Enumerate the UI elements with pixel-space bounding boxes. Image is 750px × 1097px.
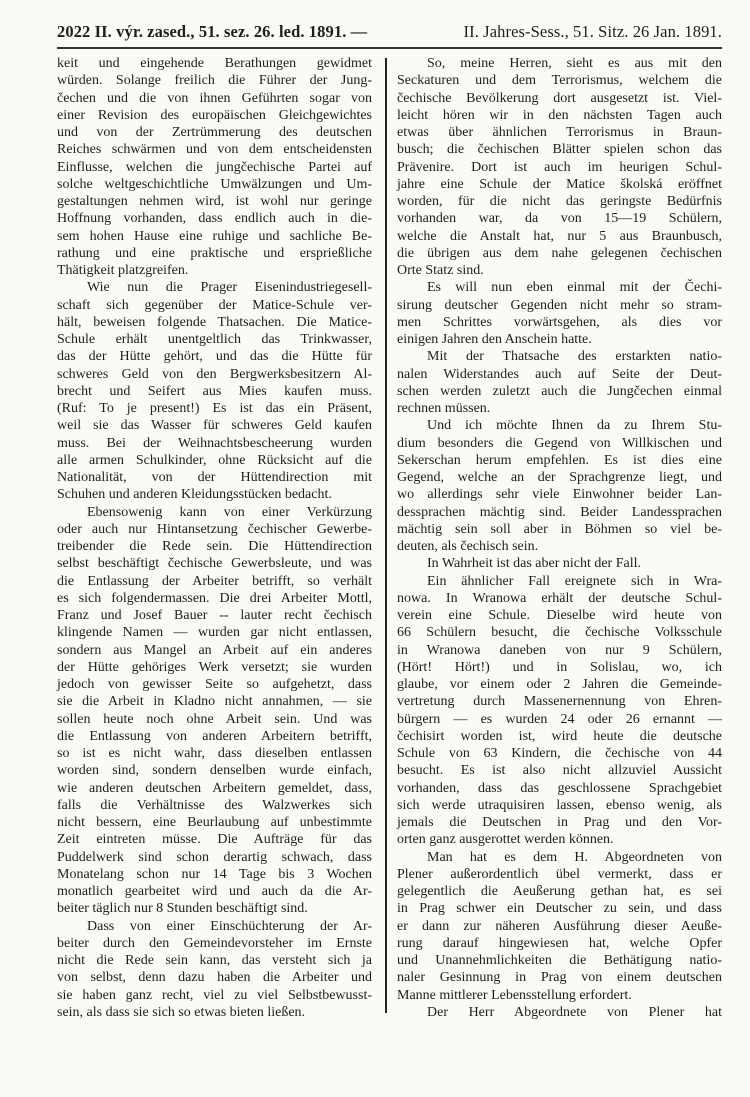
text-line: Seckaturen und dem Terrorismus, welchem die bbox=[397, 73, 722, 89]
text-line: Franz und Josef Bauer -- lauter recht čechisch bbox=[57, 608, 372, 623]
text-line: Nationalität, von der Hüttendirection mit bbox=[57, 470, 372, 485]
text-line: Mit der Thatsache des erstarkten natio- bbox=[427, 349, 722, 365]
text-line: Ebensowenig kann von einer Verkürzung bbox=[87, 504, 372, 520]
text-line: sirung deutscher Gegenden nicht mehr so stram- bbox=[397, 297, 722, 313]
paragraph bbox=[57, 279, 372, 503]
text-line: beiter durch den Gemeindevorsteher im Ernste bbox=[57, 935, 372, 951]
text-line: welche die Anstalt hat, nur 5 aus Braunbusch, bbox=[397, 228, 722, 244]
text-line: so ist es nicht wahr, dass dieselben entlassen bbox=[57, 746, 372, 761]
text-line: nowa. In Wranowa erhält der deutsche Schul- bbox=[397, 590, 722, 606]
text-line: Wie nun die Prager Eisenindustriegesell- bbox=[87, 280, 372, 296]
text-line: nicht die Rede sein kann, das versteht sich ja bbox=[57, 953, 372, 968]
right-column bbox=[397, 55, 722, 1021]
text-line: wie anderen deutschen Arbeitern gemeldet, dass, bbox=[57, 780, 372, 796]
paragraph bbox=[57, 918, 372, 1022]
text-line: sem hohen Hause eine ruhige und sachliche Be- bbox=[57, 228, 372, 244]
text-line: gestaltungen nehmen wird, ist wohl nur geringe bbox=[57, 194, 372, 209]
text-line: Reiches schwärmen und von dem entscheidensten bbox=[57, 142, 372, 158]
text-line: weil sie das Wasser für schweres Geld kaufen bbox=[57, 418, 372, 434]
paragraph bbox=[57, 55, 372, 279]
paragraph bbox=[397, 1004, 722, 1021]
text-line: čechisirt worden ist, wird heute die deutsche bbox=[397, 728, 722, 744]
text-line: worden, für die nicht das geringste Bedürfnis bbox=[397, 194, 722, 209]
text-line: In Wahrheit ist das aber nicht der Fall. bbox=[427, 556, 641, 572]
text-line: das der Hütte gehört, und das die Hütte für bbox=[57, 349, 372, 365]
text-line: Schule von 63 Kindern, die čechische von 44 bbox=[397, 746, 722, 761]
text-line: rechnen müssen. bbox=[397, 401, 491, 416]
text-line: worden sind, sondern denselben wurde einfach, bbox=[57, 763, 372, 779]
text-line: Schuhen und anderen Kleidungsstücken bedacht. bbox=[57, 487, 332, 503]
text-line: besucht. Es ist also nicht allzuviel Aussicht bbox=[397, 763, 722, 779]
text-line: orten ganz ausgerottet werden können. bbox=[397, 832, 614, 848]
header-rule bbox=[57, 47, 722, 49]
text-line: deuten, als čechisch sein. bbox=[397, 539, 539, 554]
text-line: nalen Widerstandes auch auf Seite der Deut- bbox=[397, 366, 722, 382]
text-line: solche weltgeschichtliche Umwälzungen und Um- bbox=[57, 176, 372, 192]
text-line: men Schrittes vorwärtsgehen, als dies vor bbox=[397, 314, 722, 330]
text-line: (Hört! Hört!) und in Solislau, wo, ich bbox=[397, 659, 722, 675]
text-line: schweres Geld von den Bergwerksbesitzern Al- bbox=[57, 366, 372, 382]
text-line: einigen Jahren den Anschein hatte. bbox=[397, 332, 592, 347]
text-line: rung darauf hingewiesen hat, welche Opfer bbox=[397, 935, 722, 951]
paragraph bbox=[397, 555, 722, 572]
text-line: sie haben ganz recht, viel zu viel Selbstbewusst- bbox=[57, 987, 372, 1003]
text-line: sie die Arbeit in Kladno nicht annahmen, — sie bbox=[57, 694, 372, 710]
text-line: vorhanden, dass das geschlossene Sprachgebiet bbox=[397, 780, 722, 796]
column-divider bbox=[385, 58, 387, 1013]
text-line: brecht und Seifert aus Mies kaufen muss. bbox=[57, 383, 372, 399]
text-line: nicht bessern, eine Beurlaubung auf unbestimmte bbox=[57, 815, 372, 830]
paragraph bbox=[397, 417, 722, 555]
text-line: jahre eine Schule der Matice školská eröffnet bbox=[397, 176, 722, 192]
header-german: II. Jahres-Sess., 51. Sitz. 26 Jan. 1891. bbox=[463, 22, 722, 41]
text-line: treibender die Rede sein. Die Hüttendirection bbox=[57, 539, 372, 554]
text-line: Sekerschan herum empfehlen. Es ist dies eine bbox=[397, 452, 722, 468]
text-line: in Prag schwer ein Deutscher zu sein, und dass bbox=[397, 901, 722, 917]
text-line: sondern aus Mangel an Arbeit auf ein anderes bbox=[57, 642, 372, 658]
text-line: selbst beschäftigt čechische Gewerbsleute, und was bbox=[57, 556, 372, 572]
text-line: Monatelang schon nur 14 Tage bis 3 Wochen bbox=[57, 866, 372, 882]
text-line: busch; die čechischen Blätter spielen schon das bbox=[397, 142, 722, 158]
paragraph bbox=[57, 504, 372, 918]
text-line: wo allerdings sehr viele Einwohner beider Lan- bbox=[397, 487, 722, 503]
text-line: schen werden zuletzt auch die Jungčechen einmal bbox=[397, 383, 722, 399]
text-line: dessprachen mächtig sind. Beider Landessprachen bbox=[397, 504, 722, 520]
text-line: der Hütte gehöriges Werk versetzt; sie wurden bbox=[57, 659, 372, 675]
text-line: Puddelwerk sind schon derartig schwach, dass bbox=[57, 849, 372, 865]
text-line: Manne mittlerer Lebensstellung erfordert. bbox=[397, 987, 632, 1003]
paragraph bbox=[397, 55, 722, 279]
text-line: (Ruf: To je present!) Es ist das ein Präsent, bbox=[57, 401, 372, 416]
paragraph bbox=[397, 849, 722, 1004]
text-line: von selbst, denn dazu haben die Arbeiter und bbox=[57, 970, 372, 986]
text-line: vertretung durch Massenernennung von Ehren- bbox=[397, 694, 722, 710]
text-line: es sich folgendermassen. Die drei Arbeiter Mottl, bbox=[57, 590, 372, 606]
text-line: Und ich möchte Ihnen da zu Ihrem Stu- bbox=[427, 418, 722, 434]
text-line: Zeit eintreten müsse. Die Aufträge für das bbox=[57, 832, 372, 848]
text-line: Man hat es dem H. Abgeordneten von bbox=[427, 849, 722, 865]
text-line: und Unannehmlichkeiten die Bethätigung natio- bbox=[397, 953, 722, 968]
text-line: oder auch nur Hintansetzung čechischer Gewerbe- bbox=[57, 521, 372, 537]
text-line: sein, als dass sie sich so etwas bieten ließen. bbox=[57, 1004, 306, 1020]
text-line: hält, beweisen folgende Thatsachen. Die Matice- bbox=[57, 314, 372, 330]
text-line: čechen und die von ihnen Geführten sogar von bbox=[57, 90, 372, 106]
text-line: schaft sich gegenüber der Matice-Schule ver- bbox=[57, 297, 372, 313]
text-line: Einflusse, welchen die jungčechische Partei auf bbox=[57, 159, 372, 175]
text-line: alle armen Schulkinder, ohne Rücksicht auf die bbox=[57, 452, 372, 468]
text-line: rathung und eine praktische und ersprießliche bbox=[57, 245, 372, 261]
text-line: Plener außerordentlich übel vermerkt, dass er bbox=[397, 866, 722, 882]
text-line: etwas über ähnlichen Terrorismus in Braun- bbox=[397, 125, 722, 140]
text-line: Orte Statz sind. bbox=[397, 263, 484, 278]
text-line: Gegend, welche an der Sprachgrenze liegt, und bbox=[397, 470, 722, 485]
paragraph bbox=[397, 573, 722, 849]
text-line: So, meine Herren, sieht es aus mit den bbox=[427, 56, 722, 71]
text-line: Schule erhält unentgeltlich das Trinkwasser, bbox=[57, 332, 372, 347]
header-czech: 2022 II. výr. zased., 51. sez. 26. led. 1891. — bbox=[57, 22, 368, 41]
left-column bbox=[57, 55, 372, 1021]
text-line: die übrigen aus dem nahe gelegenen čechischen bbox=[397, 245, 722, 261]
text-line: naler Gesinnung in Prag von einem deutschen bbox=[397, 970, 722, 986]
text-line: Hoffnung vorhanden, dass endlich auch in die- bbox=[57, 211, 372, 227]
text-line: monatlich gearbeitet wird und auch da die Ar- bbox=[57, 884, 372, 899]
text-line: Prävenire. Dort ist auch im heurigen Schul- bbox=[397, 159, 722, 175]
text-line: falls die Verhältnisse des Walzwerkes sich bbox=[57, 797, 372, 813]
text-line: würden. Solange freilich die Führer der Jung- bbox=[57, 73, 372, 89]
text-line: die Entlassung der Arbeiter betrifft, so verhält bbox=[57, 573, 372, 589]
text-line: Es will nun eben einmal mit der Čechi- bbox=[427, 280, 722, 296]
text-line: sich werde utraquisiren lassen, ebenso wenig, als bbox=[397, 797, 722, 813]
text-line: die Entlassung von anderen Arbeitern betrifft, bbox=[57, 728, 372, 744]
paragraph bbox=[397, 348, 722, 417]
text-line: muss. Bei der Weihnachtsbescheerung wurden bbox=[57, 435, 372, 451]
text-line: leicht hören wir in den nächsten Tagen auch bbox=[397, 107, 722, 123]
text-line: er dann zur näheren Ausführung dieser Aeuße- bbox=[397, 918, 722, 934]
text-line: klingende Namen — wurden gar nicht entlassen, bbox=[57, 625, 372, 641]
text-line: vorhanden war, da von 15—19 Schülern, bbox=[397, 211, 722, 227]
text-line: 66 Schülern besucht, die čechische Volksschule bbox=[397, 625, 722, 641]
text-line: Ein ähnlicher Fall ereignete sich in Wra- bbox=[427, 573, 722, 589]
text-line: sollen heute noch ohne Arbeit sein. Und was bbox=[57, 711, 372, 727]
text-line: bürgern — es wurden 24 oder 26 ernannt — bbox=[397, 711, 722, 727]
text-line: Thätigkeit platzgreifen. bbox=[57, 263, 189, 278]
text-line: und von der Zertrümmerung des deutschen bbox=[57, 125, 372, 140]
text-line: jedoch von gewisser Seite so aufgehetzt, dass bbox=[57, 677, 372, 692]
text-line: dium besonders die Gegend von Willkischen und bbox=[397, 435, 722, 451]
text-line: verein eine Schule. Dieselbe wird heute von bbox=[397, 608, 722, 623]
paragraph bbox=[397, 279, 722, 348]
text-line: čechische Bevölkerung dort ausgesetzt ist. Viel- bbox=[397, 90, 722, 106]
text-line: in Wranowa daneben von nur 9 Schülern, bbox=[397, 642, 722, 658]
text-line: einer Revision des europäischen Gleichgewichtes bbox=[57, 107, 372, 123]
text-line: mächtig sein soll aber in Böhmen so viel be- bbox=[397, 521, 722, 537]
text-line: jemals die Deutschen in Prag und den Vor- bbox=[397, 815, 722, 830]
running-header bbox=[57, 22, 722, 44]
text-line: gelegentlich die Aeußerung gethan hat, es sei bbox=[397, 884, 722, 899]
text-line: glaube, vor einem oder 2 Jahren die Gemeinde- bbox=[397, 677, 722, 692]
text-line: beiter täglich nur 8 Stunden beschäftigt sind. bbox=[57, 901, 308, 917]
text-line: Der Herr Abgeordnete von Plener hat bbox=[427, 1004, 722, 1020]
text-line: Dass von einer Einschüchterung der Ar- bbox=[87, 918, 372, 934]
text-line: keit und eingehende Berathungen gewidmet bbox=[57, 56, 372, 71]
